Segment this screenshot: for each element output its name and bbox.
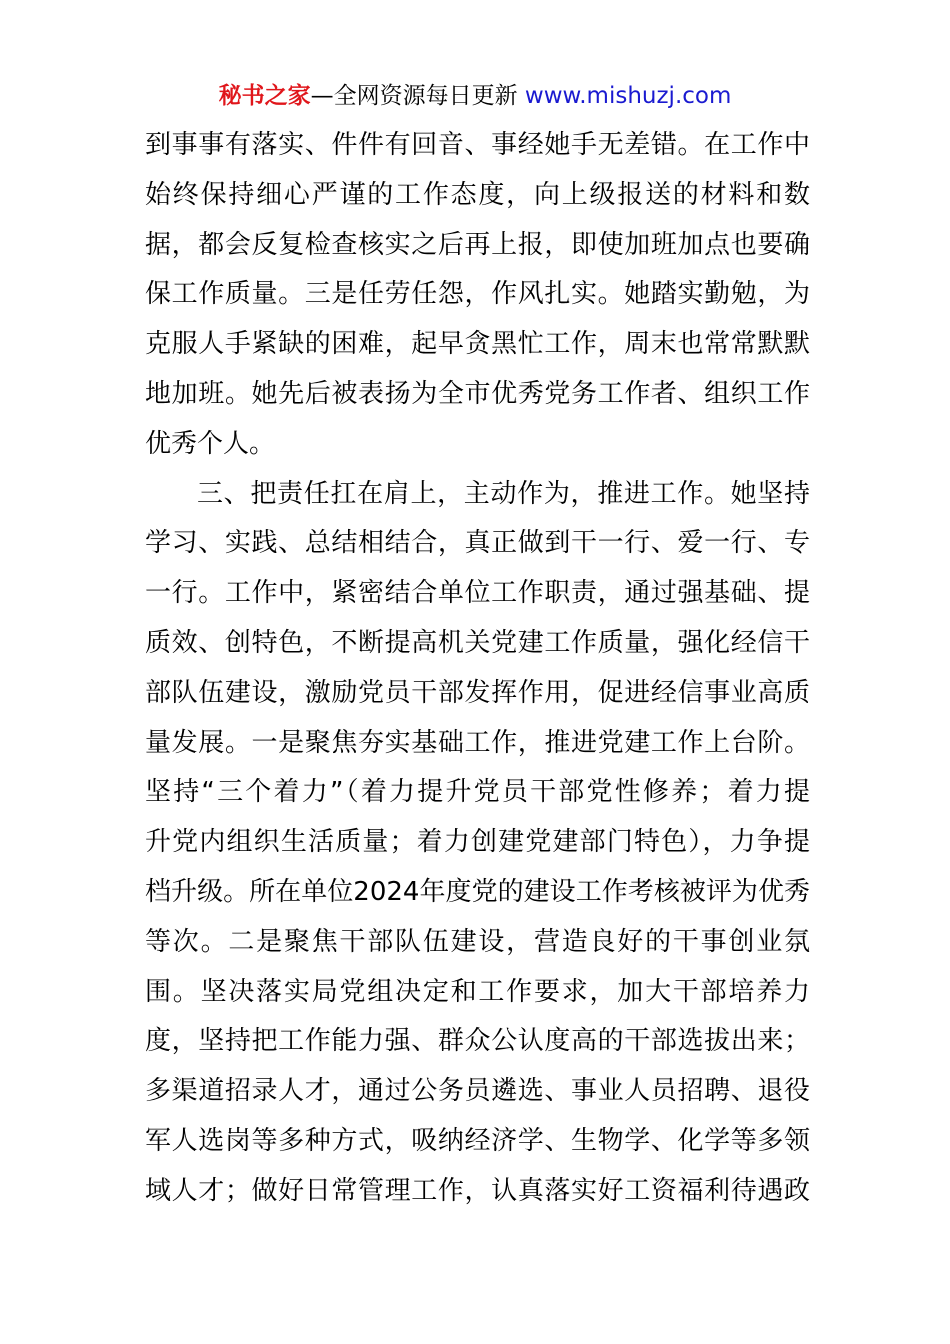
text-line: 始终保持细心严谨的工作态度，向上级报送的材料和数 bbox=[145, 179, 810, 210]
text-line: 部队伍建设，激励党员干部发挥作用，促进经信事业高质 bbox=[145, 677, 810, 708]
text-line: 到事事有落实、件件有回音、事经她手无差错。在工作中 bbox=[145, 130, 810, 160]
text-line: 质效、创特色，不断提高机关党建工作质量，强化经信干 bbox=[145, 627, 810, 658]
document-body bbox=[145, 121, 810, 1217]
text-line: 地加班。她先后被表扬为全市优秀党务工作者、组织工作 bbox=[145, 378, 810, 409]
text-line: 档升级。所在单位2024年度党的建设工作考核被评为优秀 bbox=[145, 876, 810, 907]
text-line: 多渠道招录人才，通过公务员遴选、事业人员招聘、退役 bbox=[145, 1076, 810, 1107]
header-slogan: —全网资源每日更新 bbox=[310, 83, 525, 109]
text-line: 一行。工作中，紧密结合单位工作职责，通过强基础、提 bbox=[145, 578, 810, 609]
text-line: 域人才；做好日常管理工作，认真落实好工资福利待遇政 bbox=[145, 1175, 810, 1206]
text-line: 度，坚持把工作能力强、群众公认度高的干部选拔出来； bbox=[145, 1026, 810, 1057]
section-heading-line: 三、把责任扛在肩上，主动作为，推进工作。她坚持 bbox=[197, 478, 810, 509]
text-line: 学习、实践、总结相结合，真正做到干一行、爱一行、专 bbox=[145, 528, 810, 559]
text-line: 升党内组织生活质量；着力创建党建部门特色），力争提 bbox=[145, 827, 810, 858]
text-line: 量发展。一是聚焦夯实基础工作，推进党建工作上台阶。 bbox=[145, 727, 810, 758]
brand-name: 秘书之家 bbox=[218, 83, 311, 109]
text-line: 军人选岗等多种方式，吸纳经济学、生物学、化学等多领 bbox=[145, 1125, 810, 1156]
text-line: 坚持“三个着力”（着力提升党员干部党性修养；着力提 bbox=[145, 777, 810, 808]
page-header bbox=[0, 80, 950, 112]
text-line: 等次。二是聚焦干部队伍建设，营造良好的干事创业氛 bbox=[145, 926, 810, 957]
text-line: 保工作质量。三是任劳任怨，作风扎实。她踏实勤勉，为 bbox=[145, 279, 810, 310]
text-line: 围。坚决落实局党组决定和工作要求，加大干部培养力 bbox=[145, 976, 810, 1007]
site-url-link[interactable]: www.mishuzj.com bbox=[524, 83, 732, 109]
text-line: 克服人手紧缺的困难，起早贪黑忙工作，周末也常常默默 bbox=[145, 329, 810, 360]
text-line: 优秀个人。 bbox=[145, 428, 276, 459]
text-line: 据，都会反复检查核实之后再上报，即使加班加点也要确 bbox=[145, 229, 810, 260]
